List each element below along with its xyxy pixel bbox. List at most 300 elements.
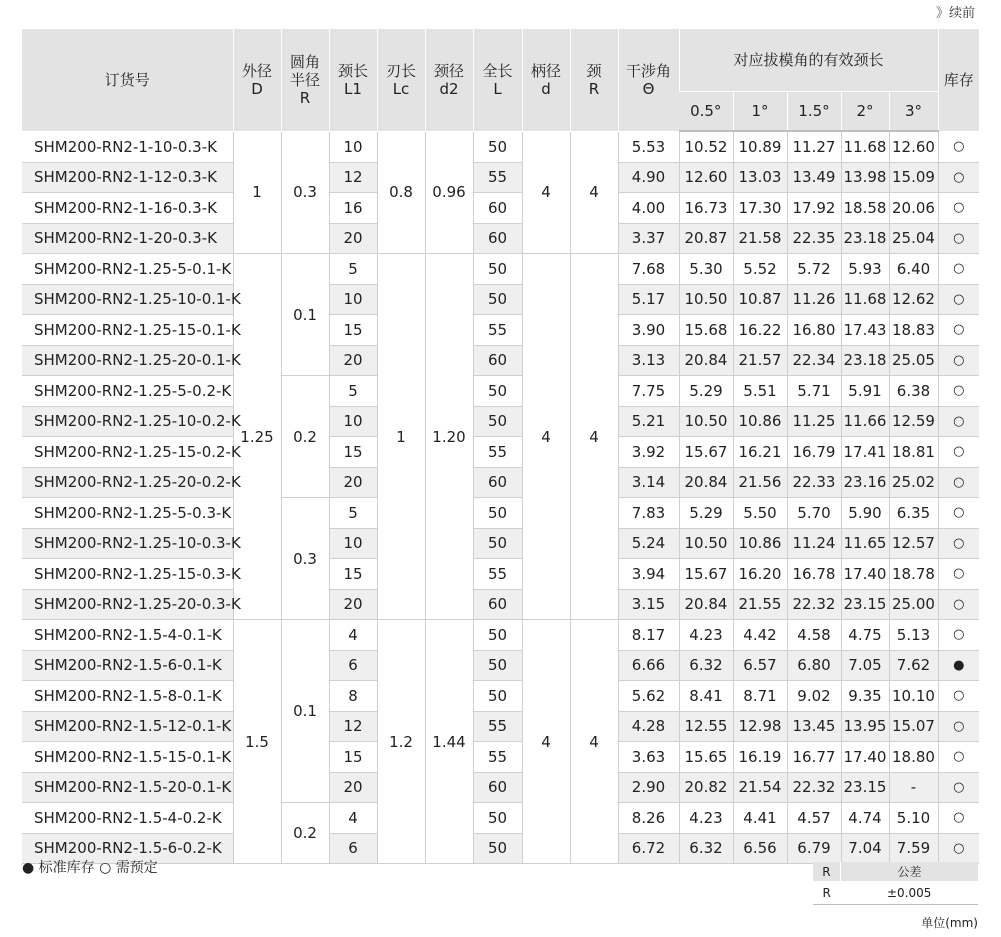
interference-angle: 3.14: [618, 467, 679, 498]
header-angle: 1°: [733, 91, 787, 131]
effective-neck-length: 12.62: [889, 284, 938, 315]
order-code: SHM200-RN2-1.25-20-0.2-K: [22, 467, 233, 498]
effective-neck-length: 6.56: [733, 833, 787, 864]
header-cutting-length: 刃长 Lc: [377, 29, 425, 131]
effective-neck-length: 21.57: [733, 345, 787, 376]
effective-neck-length: 15.67: [679, 559, 733, 590]
overall-length: 60: [473, 345, 522, 376]
header-stock: 库存: [938, 29, 979, 131]
tolerance-header-r: R: [813, 862, 840, 881]
stock-status: ○: [938, 528, 979, 559]
effective-neck-length: 7.62: [889, 650, 938, 681]
neck-length: 10: [329, 406, 377, 437]
neck-diameter: 1.44: [425, 620, 473, 864]
effective-neck-length: 6.32: [679, 833, 733, 864]
header-effective-neck-length: 对应拔模角的有效颈长: [679, 29, 938, 91]
outer-diameter: 1: [233, 131, 281, 254]
effective-neck-length: 21.58: [733, 223, 787, 254]
tolerance-r: R: [813, 881, 840, 905]
overall-length: 55: [473, 559, 522, 590]
header-neck-length: 颈长 L1: [329, 29, 377, 131]
order-code: SHM200-RN2-1-10-0.3-K: [22, 131, 233, 162]
stock-status: ○: [938, 559, 979, 590]
table-row: [22, 803, 979, 834]
table-row: [22, 467, 979, 498]
order-code: SHM200-RN2-1.5-8-0.1-K: [22, 681, 233, 712]
effective-neck-length: 23.18: [841, 345, 889, 376]
stock-status: ○: [938, 345, 979, 376]
stock-status: ○: [938, 254, 979, 285]
effective-neck-length: 15.68: [679, 315, 733, 346]
effective-neck-length: 17.92: [787, 193, 841, 224]
neck-length: 5: [329, 498, 377, 529]
effective-neck-length: 16.80: [787, 315, 841, 346]
table-row: [22, 620, 979, 651]
table-row: [22, 131, 979, 162]
overall-length: 50: [473, 803, 522, 834]
stock-status: ○: [938, 467, 979, 498]
neck-length: 20: [329, 772, 377, 803]
table-row: [22, 833, 979, 864]
effective-neck-length: 5.51: [733, 376, 787, 407]
interference-angle: 5.17: [618, 284, 679, 315]
shank-diameter: 4: [522, 254, 570, 620]
effective-neck-length: 5.90: [841, 498, 889, 529]
effective-neck-length: -: [889, 772, 938, 803]
neck-diameter: 1.20: [425, 254, 473, 620]
corner-radius: 0.3: [281, 131, 329, 254]
neck-r: 4: [570, 620, 618, 864]
overall-length: 50: [473, 650, 522, 681]
interference-angle: 8.26: [618, 803, 679, 834]
effective-neck-length: 16.19: [733, 742, 787, 773]
neck-length: 10: [329, 528, 377, 559]
cutting-length: 0.8: [377, 131, 425, 254]
order-code: SHM200-RN2-1-20-0.3-K: [22, 223, 233, 254]
effective-neck-length: 20.87: [679, 223, 733, 254]
effective-neck-length: 11.68: [841, 284, 889, 315]
stock-status: ○: [938, 131, 979, 162]
corner-radius: 0.3: [281, 498, 329, 620]
effective-neck-length: 21.54: [733, 772, 787, 803]
overall-length: 55: [473, 315, 522, 346]
interference-angle: 5.24: [618, 528, 679, 559]
outer-diameter: 1.5: [233, 620, 281, 864]
effective-neck-length: 20.84: [679, 345, 733, 376]
effective-neck-length: 22.35: [787, 223, 841, 254]
effective-neck-length: 15.09: [889, 162, 938, 193]
effective-neck-length: 23.18: [841, 223, 889, 254]
order-code: SHM200-RN2-1.25-20-0.1-K: [22, 345, 233, 376]
effective-neck-length: 4.75: [841, 620, 889, 651]
effective-neck-length: 7.59: [889, 833, 938, 864]
neck-length: 16: [329, 193, 377, 224]
tolerance-value: ±0.005: [840, 881, 978, 905]
order-code: SHM200-RN2-1.25-10-0.2-K: [22, 406, 233, 437]
header-neck-r: 颈 R: [570, 29, 618, 131]
header-shank-diameter: 柄径 d: [522, 29, 570, 131]
effective-neck-length: 10.89: [733, 131, 787, 162]
overall-length: 50: [473, 376, 522, 407]
interference-angle: 3.90: [618, 315, 679, 346]
table-row: [22, 376, 979, 407]
table-row: [22, 284, 979, 315]
effective-neck-length: 6.79: [787, 833, 841, 864]
overall-length: 55: [473, 437, 522, 468]
effective-neck-length: 25.05: [889, 345, 938, 376]
stock-status: ○: [938, 437, 979, 468]
effective-neck-length: 11.26: [787, 284, 841, 315]
effective-neck-length: 11.68: [841, 131, 889, 162]
header-angle: 0.5°: [679, 91, 733, 131]
header-angle: 2°: [841, 91, 889, 131]
effective-neck-length: 16.20: [733, 559, 787, 590]
effective-neck-length: 5.91: [841, 376, 889, 407]
order-code: SHM200-RN2-1.25-15-0.1-K: [22, 315, 233, 346]
unit-note: 单位(mm): [921, 916, 978, 930]
effective-neck-length: 16.77: [787, 742, 841, 773]
interference-angle: 3.37: [618, 223, 679, 254]
effective-neck-length: 10.87: [733, 284, 787, 315]
order-code: SHM200-RN2-1.25-5-0.2-K: [22, 376, 233, 407]
effective-neck-length: 5.93: [841, 254, 889, 285]
effective-neck-length: 8.71: [733, 681, 787, 712]
order-code: SHM200-RN2-1.25-10-0.3-K: [22, 528, 233, 559]
effective-neck-length: 5.52: [733, 254, 787, 285]
effective-neck-length: 4.42: [733, 620, 787, 651]
effective-neck-length: 16.21: [733, 437, 787, 468]
table-row: [22, 559, 979, 590]
table-row: [22, 193, 979, 224]
order-code: SHM200-RN2-1.25-15-0.2-K: [22, 437, 233, 468]
neck-length: 12: [329, 162, 377, 193]
effective-neck-length: 12.98: [733, 711, 787, 742]
effective-neck-length: 10.50: [679, 284, 733, 315]
neck-length: 20: [329, 467, 377, 498]
overall-length: 50: [473, 131, 522, 162]
table-row: [22, 681, 979, 712]
stock-status: ○: [938, 803, 979, 834]
effective-neck-length: 4.57: [787, 803, 841, 834]
interference-angle: 4.90: [618, 162, 679, 193]
shank-diameter: 4: [522, 131, 570, 254]
effective-neck-length: 13.03: [733, 162, 787, 193]
effective-neck-length: 17.41: [841, 437, 889, 468]
order-code: SHM200-RN2-1.5-6-0.2-K: [22, 833, 233, 864]
header-corner-radius: 圆角 半径 R: [281, 29, 329, 131]
stock-status: ○: [938, 498, 979, 529]
effective-neck-length: 11.66: [841, 406, 889, 437]
interference-angle: 4.28: [618, 711, 679, 742]
effective-neck-length: 23.15: [841, 589, 889, 620]
stock-status: ○: [938, 681, 979, 712]
order-code: SHM200-RN2-1.25-5-0.1-K: [22, 254, 233, 285]
corner-radius: 0.1: [281, 254, 329, 376]
effective-neck-length: 12.57: [889, 528, 938, 559]
table-row: [22, 589, 979, 620]
header-angle: 3°: [889, 91, 938, 131]
effective-neck-length: 9.35: [841, 681, 889, 712]
stock-status: ○: [938, 589, 979, 620]
effective-neck-length: 6.38: [889, 376, 938, 407]
interference-angle: 2.90: [618, 772, 679, 803]
effective-neck-length: 13.49: [787, 162, 841, 193]
neck-length: 4: [329, 803, 377, 834]
neck-length: 15: [329, 437, 377, 468]
interference-angle: 3.15: [618, 589, 679, 620]
overall-length: 50: [473, 284, 522, 315]
neck-diameter: 0.96: [425, 131, 473, 254]
order-code: SHM200-RN2-1.25-20-0.3-K: [22, 589, 233, 620]
interference-angle: 7.68: [618, 254, 679, 285]
effective-neck-length: 17.40: [841, 559, 889, 590]
effective-neck-length: 13.95: [841, 711, 889, 742]
interference-angle: 5.62: [618, 681, 679, 712]
effective-neck-length: 8.41: [679, 681, 733, 712]
effective-neck-length: 4.74: [841, 803, 889, 834]
effective-neck-length: 20.06: [889, 193, 938, 224]
stock-status: ○: [938, 406, 979, 437]
table-row: [22, 254, 979, 285]
interference-angle: 6.66: [618, 650, 679, 681]
effective-neck-length: 6.32: [679, 650, 733, 681]
outer-diameter: 1.25: [233, 254, 281, 620]
tolerance-header-tol: 公差: [840, 862, 978, 881]
effective-neck-length: 11.65: [841, 528, 889, 559]
effective-neck-length: 4.23: [679, 620, 733, 651]
overall-length: 60: [473, 467, 522, 498]
overall-length: 50: [473, 528, 522, 559]
effective-neck-length: 22.34: [787, 345, 841, 376]
neck-length: 15: [329, 559, 377, 590]
effective-neck-length: 5.29: [679, 498, 733, 529]
table-row: [22, 498, 979, 529]
effective-neck-length: 6.80: [787, 650, 841, 681]
effective-neck-length: 18.58: [841, 193, 889, 224]
effective-neck-length: 23.15: [841, 772, 889, 803]
effective-neck-length: 17.40: [841, 742, 889, 773]
stock-status: ○: [938, 620, 979, 651]
effective-neck-length: 5.50: [733, 498, 787, 529]
effective-neck-length: 20.84: [679, 467, 733, 498]
neck-length: 10: [329, 284, 377, 315]
effective-neck-length: 7.04: [841, 833, 889, 864]
effective-neck-length: 5.72: [787, 254, 841, 285]
order-code: SHM200-RN2-1.5-4-0.2-K: [22, 803, 233, 834]
effective-neck-length: 16.73: [679, 193, 733, 224]
effective-neck-length: 10.50: [679, 406, 733, 437]
interference-angle: 7.83: [618, 498, 679, 529]
overall-length: 55: [473, 711, 522, 742]
overall-length: 55: [473, 162, 522, 193]
table-row: [22, 711, 979, 742]
interference-angle: 3.63: [618, 742, 679, 773]
neck-length: 10: [329, 131, 377, 162]
overall-length: 50: [473, 406, 522, 437]
stock-legend: ● 标准库存 ○ 需预定: [22, 860, 158, 876]
interference-angle: 3.92: [618, 437, 679, 468]
stock-status: ○: [938, 772, 979, 803]
order-code: SHM200-RN2-1-12-0.3-K: [22, 162, 233, 193]
neck-length: 4: [329, 620, 377, 651]
effective-neck-length: 17.43: [841, 315, 889, 346]
effective-neck-length: 18.78: [889, 559, 938, 590]
neck-r: 4: [570, 131, 618, 254]
neck-r: 4: [570, 254, 618, 620]
effective-neck-length: 22.32: [787, 589, 841, 620]
effective-neck-length: 12.55: [679, 711, 733, 742]
order-code: SHM200-RN2-1.5-15-0.1-K: [22, 742, 233, 773]
table-row: [22, 315, 979, 346]
effective-neck-length: 4.23: [679, 803, 733, 834]
neck-length: 15: [329, 315, 377, 346]
neck-length: 6: [329, 833, 377, 864]
neck-length: 5: [329, 254, 377, 285]
corner-radius: 0.2: [281, 376, 329, 498]
effective-neck-length: 11.27: [787, 131, 841, 162]
effective-neck-length: 21.55: [733, 589, 787, 620]
order-code: SHM200-RN2-1.5-6-0.1-K: [22, 650, 233, 681]
effective-neck-length: 23.16: [841, 467, 889, 498]
effective-neck-length: 15.65: [679, 742, 733, 773]
effective-neck-length: 5.29: [679, 376, 733, 407]
table-row: [22, 437, 979, 468]
table-row: [22, 223, 979, 254]
effective-neck-length: 10.50: [679, 528, 733, 559]
corner-radius: 0.1: [281, 620, 329, 803]
effective-neck-length: 10.52: [679, 131, 733, 162]
neck-length: 20: [329, 589, 377, 620]
effective-neck-length: 20.82: [679, 772, 733, 803]
effective-neck-length: 25.02: [889, 467, 938, 498]
table-row: [22, 650, 979, 681]
effective-neck-length: 25.04: [889, 223, 938, 254]
effective-neck-length: 13.45: [787, 711, 841, 742]
effective-neck-length: 10.86: [733, 406, 787, 437]
order-code: SHM200-RN2-1.5-4-0.1-K: [22, 620, 233, 651]
neck-length: 15: [329, 742, 377, 773]
header-angle: 1.5°: [787, 91, 841, 131]
effective-neck-length: 10.10: [889, 681, 938, 712]
neck-length: 6: [329, 650, 377, 681]
effective-neck-length: 25.00: [889, 589, 938, 620]
order-code: SHM200-RN2-1.5-20-0.1-K: [22, 772, 233, 803]
interference-angle: 6.72: [618, 833, 679, 864]
effective-neck-length: 11.24: [787, 528, 841, 559]
order-code: SHM200-RN2-1-16-0.3-K: [22, 193, 233, 224]
effective-neck-length: 15.67: [679, 437, 733, 468]
interference-angle: 5.53: [618, 131, 679, 162]
table-body: [22, 131, 979, 864]
interference-angle: 7.75: [618, 376, 679, 407]
stock-status: ○: [938, 742, 979, 773]
effective-neck-length: 21.56: [733, 467, 787, 498]
stock-status: ○: [938, 833, 979, 864]
stock-status: ○: [938, 711, 979, 742]
table-row: [22, 528, 979, 559]
neck-length: 8: [329, 681, 377, 712]
tolerance-table: [813, 862, 978, 905]
order-code: SHM200-RN2-1.25-5-0.3-K: [22, 498, 233, 529]
effective-neck-length: 10.86: [733, 528, 787, 559]
table-row: [22, 742, 979, 773]
effective-neck-length: 4.58: [787, 620, 841, 651]
effective-neck-length: 13.98: [841, 162, 889, 193]
effective-neck-length: 6.40: [889, 254, 938, 285]
overall-length: 50: [473, 833, 522, 864]
overall-length: 60: [473, 193, 522, 224]
effective-neck-length: 12.60: [679, 162, 733, 193]
effective-neck-length: 16.78: [787, 559, 841, 590]
effective-neck-length: 16.22: [733, 315, 787, 346]
stock-status: ○: [938, 162, 979, 193]
overall-length: 50: [473, 254, 522, 285]
effective-neck-length: 12.60: [889, 131, 938, 162]
order-code: SHM200-RN2-1.5-12-0.1-K: [22, 711, 233, 742]
effective-neck-length: 22.32: [787, 772, 841, 803]
interference-angle: 5.21: [618, 406, 679, 437]
overall-length: 50: [473, 620, 522, 651]
shank-diameter: 4: [522, 620, 570, 864]
neck-length: 5: [329, 376, 377, 407]
effective-neck-length: 18.83: [889, 315, 938, 346]
corner-radius: 0.2: [281, 803, 329, 864]
stock-status: ○: [938, 376, 979, 407]
effective-neck-length: 17.30: [733, 193, 787, 224]
effective-neck-length: 18.81: [889, 437, 938, 468]
neck-length: 20: [329, 223, 377, 254]
table-row: [22, 345, 979, 376]
overall-length: 50: [473, 498, 522, 529]
stock-status: ○: [938, 284, 979, 315]
effective-neck-length: 6.57: [733, 650, 787, 681]
header-interference-angle: 干涉角 Θ: [618, 29, 679, 131]
effective-neck-length: 22.33: [787, 467, 841, 498]
order-code: SHM200-RN2-1.25-15-0.3-K: [22, 559, 233, 590]
stock-status: ○: [938, 193, 979, 224]
effective-neck-length: 7.05: [841, 650, 889, 681]
effective-neck-length: 6.35: [889, 498, 938, 529]
neck-length: 12: [329, 711, 377, 742]
spec-table: [22, 29, 979, 864]
overall-length: 60: [473, 772, 522, 803]
effective-neck-length: 5.71: [787, 376, 841, 407]
stock-status: ○: [938, 223, 979, 254]
table-row: [22, 406, 979, 437]
header-neck-diameter: 颈径 d2: [425, 29, 473, 131]
interference-angle: 3.13: [618, 345, 679, 376]
stock-status: ●: [938, 650, 979, 681]
header-overall-length: 全长 L: [473, 29, 522, 131]
table-row: [22, 772, 979, 803]
overall-length: 60: [473, 589, 522, 620]
overall-length: 55: [473, 742, 522, 773]
interference-angle: 8.17: [618, 620, 679, 651]
header-order-no: 订货号: [22, 29, 233, 131]
effective-neck-length: 5.30: [679, 254, 733, 285]
overall-length: 50: [473, 681, 522, 712]
table-row: [22, 162, 979, 193]
effective-neck-length: 12.59: [889, 406, 938, 437]
effective-neck-length: 18.80: [889, 742, 938, 773]
continued-note: 》续前: [935, 6, 975, 21]
effective-neck-length: 20.84: [679, 589, 733, 620]
header-outer-diameter: 外径 D: [233, 29, 281, 131]
interference-angle: 3.94: [618, 559, 679, 590]
effective-neck-length: 15.07: [889, 711, 938, 742]
cutting-length: 1.2: [377, 620, 425, 864]
cutting-length: 1: [377, 254, 425, 620]
